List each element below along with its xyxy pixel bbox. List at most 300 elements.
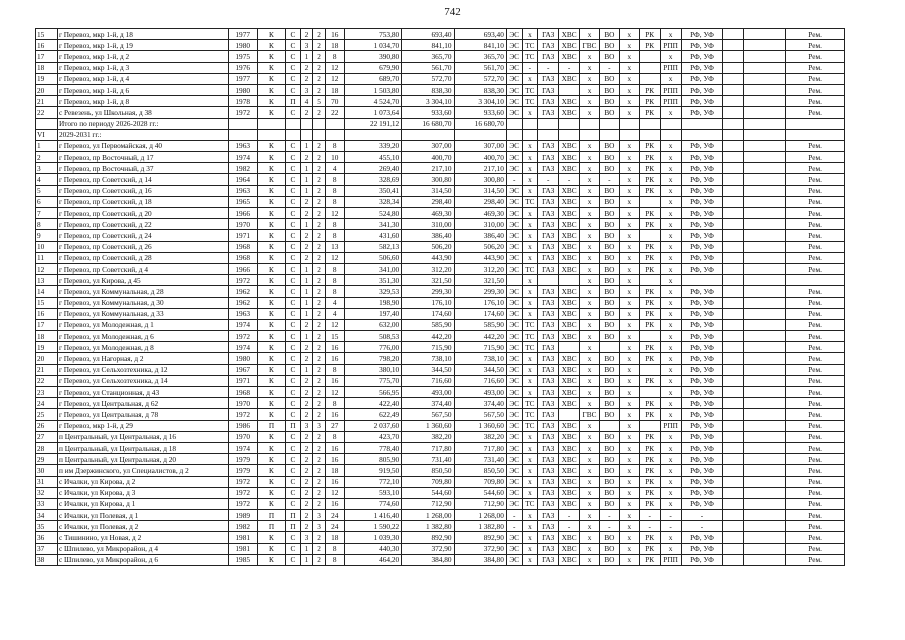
table-cell: К <box>257 498 285 509</box>
table-cell: К <box>257 107 285 118</box>
table-cell: 2 <box>313 40 326 51</box>
table-cell: 693,40 <box>402 29 454 40</box>
table-cell: х <box>660 263 681 274</box>
table-cell: г Перевоз, ул Молодежная, д 8 <box>57 342 228 353</box>
table-cell: РФ, УФ <box>681 308 723 319</box>
table-cell <box>313 129 326 140</box>
table-cell: ГАЗ <box>538 219 559 230</box>
table-cell: х <box>522 543 538 554</box>
table-cell: ВО <box>599 84 619 95</box>
table-cell: 772,10 <box>344 476 402 487</box>
table-cell: 217,10 <box>402 163 454 174</box>
table-cell: С <box>286 409 301 420</box>
table-cell: 1982 <box>228 163 257 174</box>
table-cell: х <box>580 431 600 442</box>
table-cell: с Тишинино, ул Новая, д 2 <box>57 532 228 543</box>
table-cell: 508,53 <box>344 331 402 342</box>
table-cell: г Перевоз, ул Нагорная, д 2 <box>57 353 228 364</box>
table-cell <box>580 129 600 140</box>
table-cell <box>639 331 660 342</box>
table-cell: х <box>619 554 639 565</box>
table-cell: 31 <box>36 476 58 487</box>
table-cell: 382,20 <box>402 431 454 442</box>
table-cell: х <box>619 29 639 40</box>
table-cell: 1 <box>300 174 313 185</box>
table-cell: Рем. <box>786 62 845 73</box>
table-cell <box>723 476 744 487</box>
table-cell <box>228 129 257 140</box>
table-cell: РФ, УФ <box>681 420 723 431</box>
table-cell: С <box>286 498 301 509</box>
table-cell <box>723 409 744 420</box>
table-cell <box>744 498 786 509</box>
table-cell: ХВС <box>559 420 580 431</box>
table-cell: С <box>286 487 301 498</box>
table-cell: 1985 <box>228 554 257 565</box>
table-cell <box>744 51 786 62</box>
table-cell: 374,40 <box>454 398 506 409</box>
table-cell: 1972 <box>228 498 257 509</box>
table-cell: ХВС <box>559 252 580 263</box>
table-cell: 197,40 <box>344 308 402 319</box>
table-cell: ЭС <box>506 431 522 442</box>
table-cell: х <box>580 152 600 163</box>
table-cell: - <box>639 510 660 521</box>
table-cell: 2 <box>313 431 326 442</box>
table-cell: 328,69 <box>344 174 402 185</box>
subtotal-value: 16 680,70 <box>454 118 506 129</box>
table-cell: РФ, УФ <box>681 241 723 252</box>
table-row <box>36 331 845 342</box>
table-cell: РФ, УФ <box>681 96 723 107</box>
table-cell: ВО <box>599 73 619 84</box>
table-cell: РК <box>639 375 660 386</box>
table-cell: ГАЗ <box>538 29 559 40</box>
table-cell: ЭС <box>506 420 522 431</box>
table-cell: ГАЗ <box>538 543 559 554</box>
table-cell: ТС <box>522 40 538 51</box>
table-cell: х <box>522 454 538 465</box>
table-cell <box>639 51 660 62</box>
table-cell: 544,60 <box>402 487 454 498</box>
table-cell <box>723 129 744 140</box>
table-cell: ЭС <box>506 387 522 398</box>
table-cell: 2 <box>313 442 326 453</box>
table-cell: х <box>660 353 681 364</box>
table-cell: 2 <box>36 152 58 163</box>
table-cell: ГАЗ <box>538 353 559 364</box>
table-cell: 8 <box>325 263 344 274</box>
table-cell: х <box>580 521 600 532</box>
table-cell: 3 <box>313 510 326 521</box>
table-cell: Рем. <box>786 297 845 308</box>
table-cell: х <box>580 275 600 286</box>
table-cell <box>723 263 744 274</box>
table-cell: РК <box>639 185 660 196</box>
table-cell: 3 <box>300 84 313 95</box>
table-cell: С <box>286 398 301 409</box>
table-cell: ЭС <box>506 196 522 207</box>
table-cell: х <box>580 208 600 219</box>
table-cell: 1972 <box>228 331 257 342</box>
table-cell <box>723 84 744 95</box>
table-cell: 339,20 <box>344 140 402 151</box>
table-cell: Рем. <box>786 230 845 241</box>
table-cell: П <box>286 420 301 431</box>
table-cell: 2 <box>313 73 326 84</box>
table-cell: ГАЗ <box>538 487 559 498</box>
table-cell: х <box>580 51 600 62</box>
table-cell: - <box>559 521 580 532</box>
table-cell: с Шпилево, ул Микрорайон, д 4 <box>57 543 228 554</box>
table-cell: х <box>580 297 600 308</box>
table-cell: г Перевоз, пр Советский, д 16 <box>57 185 228 196</box>
table-cell <box>723 286 744 297</box>
table-cell: х <box>580 454 600 465</box>
table-cell <box>599 342 619 353</box>
table-cell: - <box>599 62 619 73</box>
table-row <box>36 96 845 107</box>
table-cell <box>744 73 786 84</box>
table-cell: 344,50 <box>454 364 506 375</box>
table-cell: х <box>522 241 538 252</box>
table-cell: ХВС <box>559 454 580 465</box>
table-cell: 4 <box>325 297 344 308</box>
table-cell: ЭС <box>506 40 522 51</box>
table-cell: ЭС <box>506 543 522 554</box>
table-cell: 2 <box>300 152 313 163</box>
table-cell: 2 <box>300 442 313 453</box>
table-cell: 298,40 <box>454 196 506 207</box>
table-cell: 24 <box>325 521 344 532</box>
table-cell: г Перевоз, пр Советский, д 20 <box>57 208 228 219</box>
table-cell: 1971 <box>228 375 257 386</box>
table-cell: 2 <box>300 487 313 498</box>
table-cell: ХВС <box>559 263 580 274</box>
table-cell: Рем. <box>786 96 845 107</box>
table-cell: ЭС <box>506 62 522 73</box>
table-cell: х <box>660 476 681 487</box>
table-cell: 1986 <box>228 420 257 431</box>
table-cell: 20 <box>36 84 58 95</box>
table-cell: х <box>660 241 681 252</box>
table-cell: 384,80 <box>402 554 454 565</box>
table-cell: 689,70 <box>344 73 402 84</box>
table-cell: - <box>559 510 580 521</box>
table-cell: г Перевоз, ул Станционная, д 43 <box>57 387 228 398</box>
table-cell: ЭС <box>506 442 522 453</box>
table-cell <box>723 498 744 509</box>
table-cell: ЭС <box>506 230 522 241</box>
table-cell <box>344 129 402 140</box>
table-cell <box>257 129 285 140</box>
table-cell: х <box>580 174 600 185</box>
table-cell: ГАЗ <box>538 40 559 51</box>
table-cell: 3 <box>313 521 326 532</box>
table-cell: РК <box>639 263 660 274</box>
table-cell: 1979 <box>228 454 257 465</box>
table-cell: х <box>522 387 538 398</box>
table-cell: 1 268,00 <box>454 510 506 521</box>
table-cell <box>506 275 522 286</box>
table-cell: 464,20 <box>344 554 402 565</box>
table-row <box>36 263 845 274</box>
table-cell: ВО <box>599 140 619 151</box>
table-cell: 2 037,60 <box>344 420 402 431</box>
table-cell: РК <box>639 40 660 51</box>
table-cell: К <box>257 163 285 174</box>
table-cell: ГАЗ <box>538 387 559 398</box>
table-cell: ВО <box>599 263 619 274</box>
table-cell: 299,30 <box>454 286 506 297</box>
table-cell <box>744 554 786 565</box>
table-cell: 2 <box>313 409 326 420</box>
table-cell: г Перевоз, ул Молодежная, д 6 <box>57 331 228 342</box>
table-cell: 390,80 <box>344 51 402 62</box>
table-cell: С <box>286 62 301 73</box>
table-cell <box>681 118 723 129</box>
table-cell: х <box>660 107 681 118</box>
table-cell <box>744 208 786 219</box>
table-cell: 12 <box>325 252 344 263</box>
table-cell <box>744 431 786 442</box>
table-cell: х <box>522 442 538 453</box>
table-row <box>36 487 845 498</box>
table-cell: ВО <box>599 476 619 487</box>
table-cell: х <box>619 331 639 342</box>
table-cell: ГАЗ <box>538 532 559 543</box>
table-cell: РК <box>639 308 660 319</box>
table-cell: х <box>619 185 639 196</box>
table-cell: 384,80 <box>454 554 506 565</box>
table-cell: 17 <box>36 319 58 330</box>
table-cell: - <box>660 510 681 521</box>
table-cell: 2 <box>313 308 326 319</box>
table-cell: 524,80 <box>344 208 402 219</box>
table-cell: х <box>660 375 681 386</box>
table-cell: х <box>522 252 538 263</box>
table-cell: х <box>580 319 600 330</box>
table-cell <box>639 129 660 140</box>
table-row <box>36 241 845 252</box>
table-cell <box>744 319 786 330</box>
table-cell: х <box>619 498 639 509</box>
table-cell: г Перевоз, ул Коммунальная, д 28 <box>57 286 228 297</box>
table-cell: РК <box>639 107 660 118</box>
table-cell: РФ, УФ <box>681 107 723 118</box>
table-cell <box>723 185 744 196</box>
table-cell: 593,10 <box>344 487 402 498</box>
table-cell: 1 382,80 <box>454 521 506 532</box>
table-cell: 1970 <box>228 219 257 230</box>
table-cell: К <box>257 140 285 151</box>
table-cell: 582,13 <box>344 241 402 252</box>
table-row <box>36 219 845 230</box>
table-cell: 2 <box>313 185 326 196</box>
table-cell: х <box>619 319 639 330</box>
table-cell: С <box>286 308 301 319</box>
table-cell: 2 <box>313 476 326 487</box>
table-cell: К <box>257 40 285 51</box>
table-cell: Рем. <box>786 431 845 442</box>
table-cell: 8 <box>325 174 344 185</box>
table-cell: С <box>286 29 301 40</box>
table-cell: 16 <box>36 308 58 319</box>
table-cell: х <box>660 487 681 498</box>
table-cell: К <box>257 230 285 241</box>
table-row <box>36 62 845 73</box>
table-cell: РК <box>639 554 660 565</box>
table-cell: ВО <box>599 297 619 308</box>
table-cell: х <box>660 465 681 476</box>
table-cell: ГАЗ <box>538 465 559 476</box>
table-cell: ГВС <box>580 409 600 420</box>
table-cell <box>257 118 285 129</box>
table-cell: Рем. <box>786 398 845 409</box>
table-cell: ВО <box>599 163 619 174</box>
table-cell: 1965 <box>228 196 257 207</box>
table-cell: ГАЗ <box>538 331 559 342</box>
table-cell: 374,40 <box>402 398 454 409</box>
table-cell: г Перевоз, мкр 1-й, д 18 <box>57 29 228 40</box>
table-cell: ГАЗ <box>538 208 559 219</box>
table-cell: ВО <box>599 353 619 364</box>
table-cell: 1980 <box>228 40 257 51</box>
table-cell: 21 <box>36 364 58 375</box>
table-cell: 423,70 <box>344 431 402 442</box>
table-cell: ЭС <box>506 286 522 297</box>
table-cell: х <box>580 241 600 252</box>
table-cell <box>744 163 786 174</box>
table-cell: 2 <box>300 342 313 353</box>
table-cell: ЭС <box>506 107 522 118</box>
table-cell: 382,20 <box>454 431 506 442</box>
table-cell: - <box>559 174 580 185</box>
table-row <box>36 476 845 487</box>
table-cell <box>286 129 301 140</box>
table-row <box>36 420 845 431</box>
table-cell: П <box>286 510 301 521</box>
table-cell: С <box>286 465 301 476</box>
table-cell: С <box>286 152 301 163</box>
table-cell: 572,70 <box>402 73 454 84</box>
table-cell: РФ, УФ <box>681 353 723 364</box>
table-cell: РФ, УФ <box>681 263 723 274</box>
table-cell: 19 <box>36 73 58 84</box>
table-cell: ГАЗ <box>538 51 559 62</box>
table-cell: х <box>619 364 639 375</box>
table-cell: 2 <box>300 454 313 465</box>
table-cell: К <box>257 398 285 409</box>
table-cell: 2 <box>313 364 326 375</box>
table-cell: ГАЗ <box>538 319 559 330</box>
table-cell: 15 <box>36 29 58 40</box>
table-cell: РК <box>639 241 660 252</box>
table-cell: К <box>257 442 285 453</box>
table-cell: 493,00 <box>402 387 454 398</box>
table-cell: ЭС <box>506 185 522 196</box>
table-cell: 16 <box>325 454 344 465</box>
table-cell: 1 <box>300 51 313 62</box>
table-cell: С <box>286 252 301 263</box>
table-cell: 1 <box>300 297 313 308</box>
table-cell: х <box>619 140 639 151</box>
table-cell: С <box>286 364 301 375</box>
table-cell: 506,60 <box>344 252 402 263</box>
table-cell: С <box>286 51 301 62</box>
table-cell: ВО <box>599 431 619 442</box>
table-cell <box>660 129 681 140</box>
table-cell: х <box>619 442 639 453</box>
table-cell: 2 <box>313 554 326 565</box>
table-cell <box>723 465 744 476</box>
table-cell: С <box>286 208 301 219</box>
table-cell <box>744 476 786 487</box>
table-cell: х <box>619 174 639 185</box>
table-cell: - <box>538 174 559 185</box>
table-cell: х <box>619 521 639 532</box>
table-cell: г Перевоз, ул Молодежная, д 1 <box>57 319 228 330</box>
subtotal-row <box>36 118 845 129</box>
table-cell: п Центральный, ул Центральная, д 16 <box>57 431 228 442</box>
table-cell <box>786 275 845 286</box>
table-cell <box>744 185 786 196</box>
table-cell: 2 <box>300 431 313 442</box>
table-cell: 8 <box>325 364 344 375</box>
table-cell: РФ, УФ <box>681 554 723 565</box>
page-number: 742 <box>444 6 461 18</box>
table-cell: ЭС <box>506 476 522 487</box>
table-cell: 1974 <box>228 152 257 163</box>
table-cell <box>723 319 744 330</box>
table-cell: РФ, УФ <box>681 465 723 476</box>
table-cell: 2 <box>300 73 313 84</box>
table-cell: 16 <box>325 353 344 364</box>
table-cell: 717,80 <box>402 442 454 453</box>
table-cell: х <box>522 476 538 487</box>
table-cell: РК <box>639 353 660 364</box>
table-cell: 16 <box>325 442 344 453</box>
table-cell: г Перевоз, пр Восточный, д 17 <box>57 152 228 163</box>
table-cell <box>723 543 744 554</box>
table-cell: 712,90 <box>402 498 454 509</box>
table-cell: 8 <box>325 140 344 151</box>
table-cell <box>681 275 723 286</box>
table-cell: с Ичалки, ул Кирова, д 2 <box>57 476 228 487</box>
table-cell <box>744 331 786 342</box>
table-cell: 2 <box>300 409 313 420</box>
table-row <box>36 51 845 62</box>
table-cell: ЭС <box>506 465 522 476</box>
table-cell: 2 <box>313 398 326 409</box>
table-cell: 400,70 <box>402 152 454 163</box>
table-cell: Рем. <box>786 543 845 554</box>
table-cell: 298,40 <box>402 196 454 207</box>
table-cell: 8 <box>325 51 344 62</box>
table-cell: 838,30 <box>402 84 454 95</box>
table-cell: 1972 <box>228 476 257 487</box>
table-cell: РК <box>639 409 660 420</box>
table-cell: К <box>257 297 285 308</box>
table-cell: х <box>580 230 600 241</box>
table-cell: РК <box>639 319 660 330</box>
table-cell: РК <box>639 252 660 263</box>
table-cell: х <box>660 308 681 319</box>
table-cell <box>639 62 660 73</box>
table-cell: 1978 <box>228 96 257 107</box>
table-cell: х <box>619 398 639 409</box>
table-cell: с Шпилево, ул Микрорайон, д 6 <box>57 554 228 565</box>
